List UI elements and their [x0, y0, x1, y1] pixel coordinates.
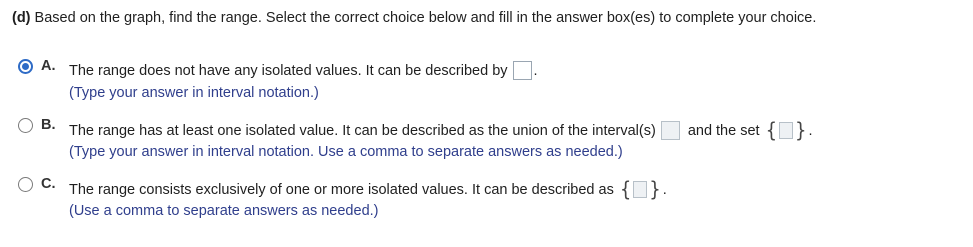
choice-a-answer-box[interactable]: [513, 61, 532, 80]
choice-a-hint: (Type your answer in interval notation.): [69, 85, 319, 101]
open-brace-icon: {: [765, 118, 778, 143]
choice-b-set-text: and the set: [687, 122, 760, 139]
choice-a-radio[interactable]: [18, 59, 33, 74]
choice-b-hint: (Type your answer in interval notation. Use a comma to separate answers as needed.): [69, 144, 623, 160]
choice-c-text: The range consists exclusively of one or more isolated values. It can be described as: [69, 181, 614, 198]
open-brace-icon: {: [619, 177, 632, 202]
choice-c-set: [620, 179, 661, 200]
close-brace-icon: }: [649, 177, 661, 202]
question-part-label: (d): [12, 10, 31, 26]
choice-b-set-answer-box[interactable]: [779, 122, 793, 139]
choice-b-period: .: [808, 122, 813, 139]
question-prompt: Based on the graph, find the range. Select the correct choice below and fill in the answer box(es) to complete your choice.: [34, 10, 817, 26]
choice-b-radio[interactable]: [18, 118, 33, 133]
question-text: [12, 10, 816, 26]
choice-a-text: The range does not have any isolated values. It can be described by: [69, 62, 508, 79]
close-brace-icon: }: [795, 118, 807, 143]
choice-b-set: [766, 120, 807, 141]
choice-b-letter: B.: [41, 117, 56, 133]
choice-c-set-answer-box[interactable]: [633, 181, 647, 198]
choice-c-radio[interactable]: [18, 177, 33, 192]
choice-c-letter: C.: [41, 176, 56, 192]
choice-c-line1: [69, 179, 667, 200]
choice-a-period: .: [533, 62, 538, 79]
choice-b-interval-answer-box[interactable]: [661, 121, 680, 140]
choice-b-line1: [69, 120, 813, 141]
choice-c-hint: (Use a comma to separate answers as needed.): [69, 203, 379, 219]
choice-c-period: .: [662, 181, 667, 198]
choice-a-letter: A.: [41, 58, 56, 74]
choice-a-line1: [69, 61, 538, 80]
choice-b-text: The range has at least one isolated value. It can be described as the union of the interval(s): [69, 122, 656, 139]
